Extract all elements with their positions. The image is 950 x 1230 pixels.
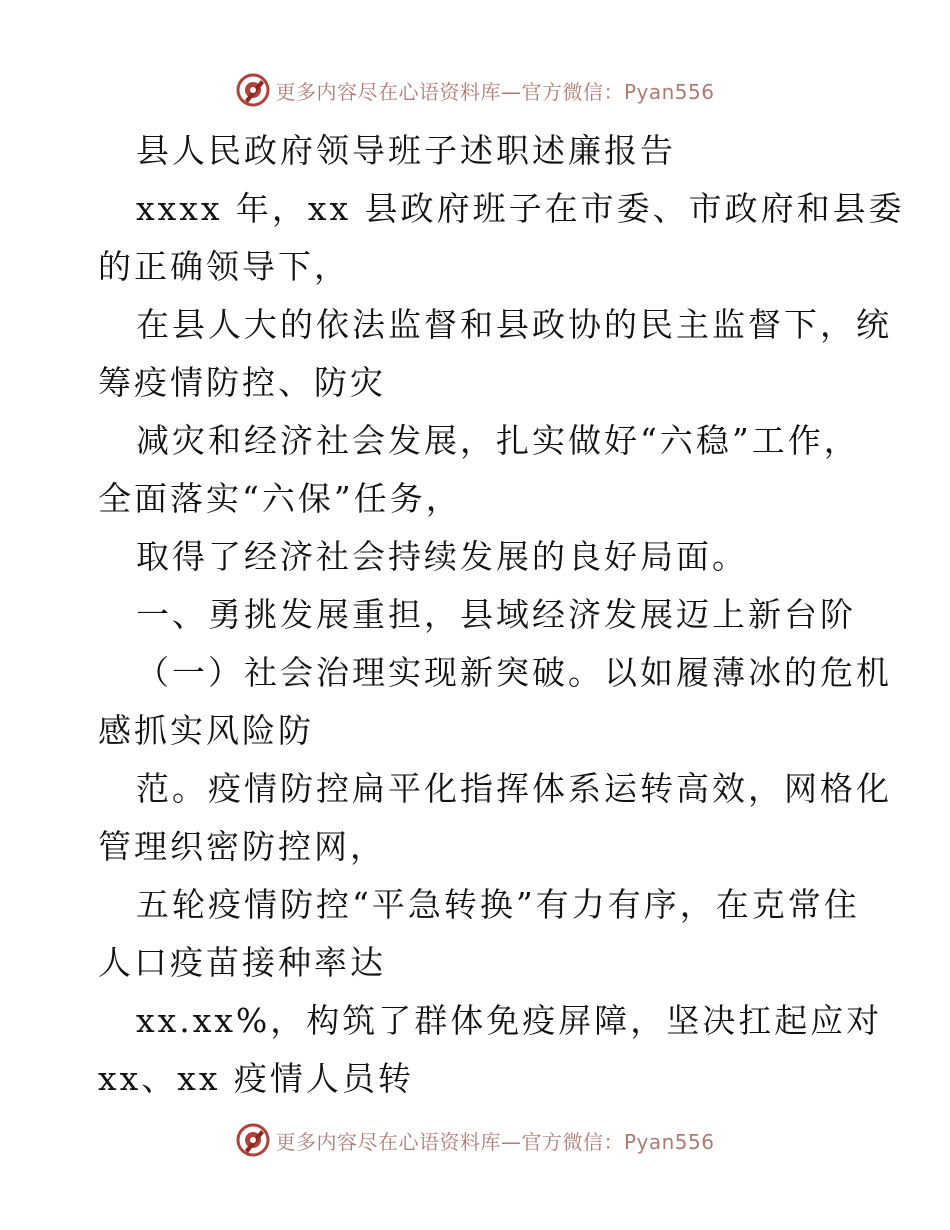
paragraph-line: 筹疫情防控、防灾 [98, 363, 386, 402]
paragraph-line: xx.xx%，构筑了群体免疫屏障，坚决扛起应对 [136, 1001, 883, 1040]
paragraph-line: 全面落实“六保”任务， [98, 479, 462, 518]
section-heading: 一、勇挑发展重担，县域经济发展迈上新台阶 [136, 595, 856, 634]
document-body [98, 122, 905, 1108]
watermark-text: 更多内容尽在心语资料库—官方微信：Pyan556 [275, 1129, 715, 1154]
paragraph-line: 五轮疫情防控“平急转换”有力有序，在克常住 [136, 885, 860, 924]
paragraph-line: 人口疫苗接种率达 [98, 943, 386, 982]
pen-logo-icon [235, 1122, 271, 1158]
paragraph-line: 管理织密防控网， [98, 827, 386, 866]
paragraph-line: 范。疫情防控扁平化指挥体系运转高效，网格化 [136, 769, 892, 808]
paragraph-line: 在县人大的依法监督和县政协的民主监督下，统 [136, 305, 892, 344]
header-watermark [0, 70, 950, 110]
paragraph-line: 感抓实风险防 [98, 711, 314, 750]
paragraph-line: 减灾和经济社会发展，扎实做好“六稳”工作， [136, 421, 860, 460]
paragraph-line: 取得了经济社会持续发展的良好局面。 [136, 537, 748, 576]
paragraph-line: xxxx 年，xx 县政府班子在市委、市政府和县委 [136, 189, 905, 228]
footer-watermark [0, 1120, 950, 1160]
watermark-text: 更多内容尽在心语资料库—官方微信：Pyan556 [275, 79, 715, 104]
paragraph-line: xx、xx 疫情人员转 [98, 1059, 414, 1098]
document-title: 县人民政府领导班子述职述廉报告 [136, 131, 676, 170]
paragraph-line: 的正确领导下， [98, 247, 350, 286]
pen-logo-icon [235, 72, 271, 108]
subsection-heading: （一）社会治理实现新突破。以如履薄冰的危机 [136, 653, 892, 692]
